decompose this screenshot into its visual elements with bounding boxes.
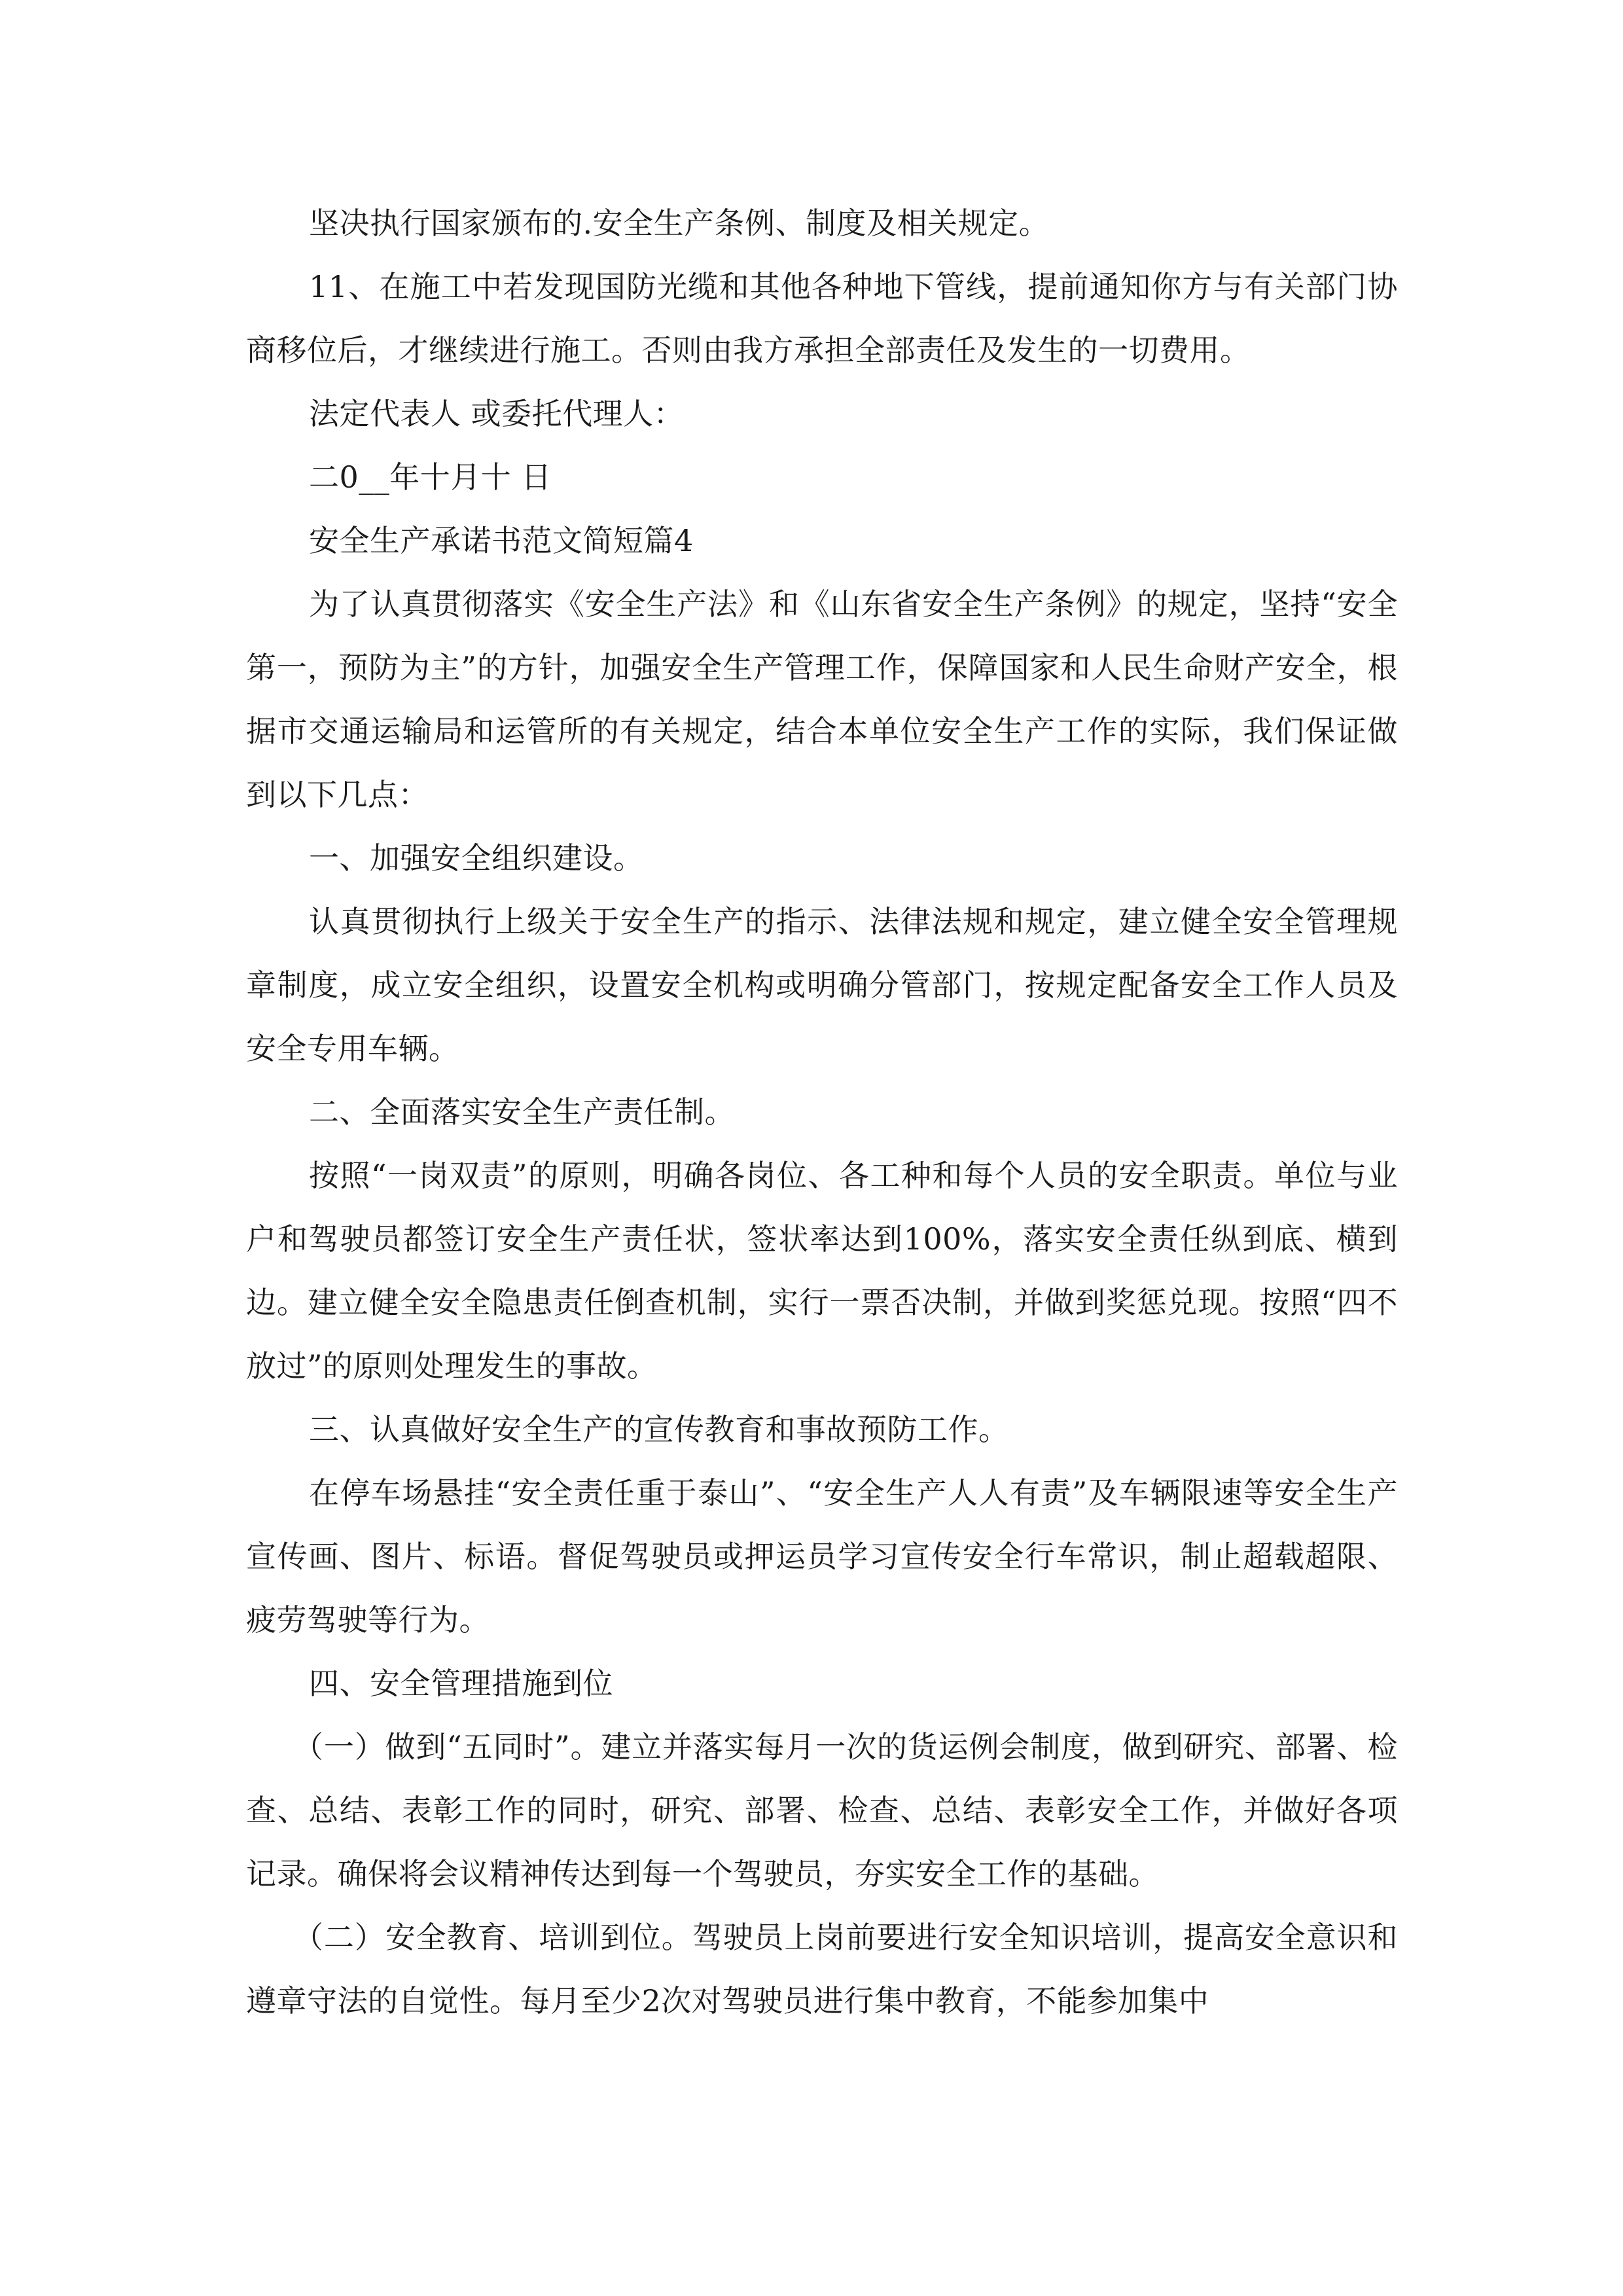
paragraph-4-1: （一）做到“五同时”。建立并落实每月一次的货运例会制度，做到研究、部署、检查、总结、表彰工作的同时，研究、部署、检查、总结、表彰安全工作，并做好各项记录。确保将会议精神传达到每一个驾驶员，夯实安全工作的基础。 — [246, 1729, 1398, 1892]
heading-2: 二、全面落实安全生产责任制。 — [309, 1094, 735, 1130]
paragraph-intro: 为了认真贯彻落实《安全生产法》和《山东省安全生产条例》的规定，坚持“安全第一，预防为主”的方针，加强安全生产管理工作，保障国家和人民生命财产安全，根据市交通运输局和运管所的有关规定，结合本单位安全生产工作的实际，我们保证做到以下几点： — [246, 586, 1398, 812]
date-line: 二0__年十月十 日 — [309, 459, 552, 495]
signature-line: 法定代表人 或委托代理人： — [309, 396, 685, 431]
section-title: 安全生产承诺书范文简短篇4 — [309, 523, 694, 558]
paragraph-item-11: 11、在施工中若发现国防光缆和其他各种地下管线，提前通知你方与有关部门协商移位后，才继续进行施工。否则由我方承担全部责任及发生的一切费用。 — [246, 269, 1398, 368]
paragraph-4-2: （二）安全教育、培训到位。驾驶员上岗前要进行安全知识培训，提高安全意识和遵章守法的自觉性。每月至少2次对驾驶员进行集中教育，不能参加集中 — [246, 1920, 1398, 2018]
heading-3: 三、认真做好安全生产的宣传教育和事故预防工作。 — [309, 1412, 1009, 1447]
document-body — [246, 192, 1398, 2033]
paragraph-regulations: 坚决执行国家颁布的.安全生产条例、制度及相关规定。 — [309, 206, 1050, 241]
paragraph-3: 在停车场悬挂“安全责任重于泰山”、“安全生产人人有责”及车辆限速等安全生产宣传画、图片、标语。督促驾驶员或押运员学习宣传安全行车常识，制止超载超限、疲劳驾驶等行为。 — [246, 1475, 1398, 1638]
paragraph-1: 认真贯彻执行上级关于安全生产的指示、法律法规和规定，建立健全安全管理规章制度，成立安全组织，设置安全机构或明确分管部门，按规定配备安全工作人员及安全专用车辆。 — [246, 904, 1398, 1066]
heading-1: 一、加强安全组织建设。 — [309, 840, 644, 876]
paragraph-2: 按照“一岗双责”的原则，明确各岗位、各工种和每个人员的安全职责。单位与业户和驾驶员都签订安全生产责任状，签状率达到100%，落实安全责任纵到底、横到边。建立健全安全隐患责任倒查机制，实行一票否决制，并做到奖惩兑现。按照“四不放过”的原则处理发生的事故。 — [246, 1158, 1398, 1384]
heading-4: 四、安全管理措施到位 — [309, 1666, 613, 1701]
